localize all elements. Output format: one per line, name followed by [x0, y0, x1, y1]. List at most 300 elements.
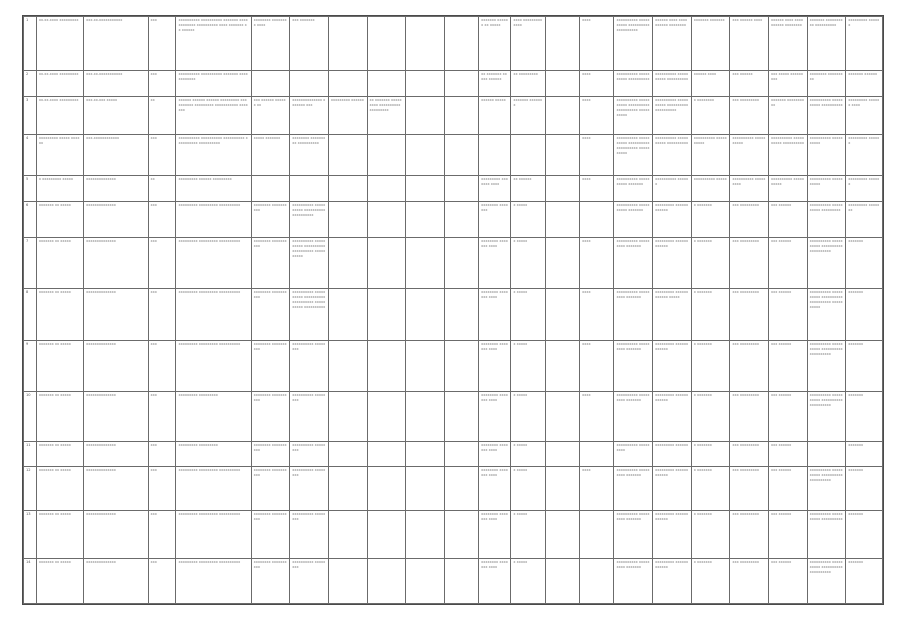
- table-cell: xxxxxxxx xxxxxxxxxx: [251, 511, 290, 559]
- table-cell: xxxxxxx xxxxxxxxxx: [769, 96, 808, 134]
- table-cell: x xxxxx: [511, 341, 545, 392]
- table-cell: xxxxxxxx xxxxxxx xxxx: [479, 511, 511, 559]
- table-cell: xxxxxxxxxx xxxxxxxxx: [730, 175, 769, 201]
- table-cell: xxxxxxx xxxxxxxxxx xxxxxxxxxx: [807, 17, 846, 71]
- table-cell: xxxxxxxxx xxxxxx: [653, 442, 692, 466]
- table-cell: xxxxxxxxxx xxxxxxxxxx xxxxxxx: [614, 201, 653, 237]
- table-cell: xxxx: [580, 466, 614, 510]
- table-cell: xxxxxxxxxxxxxx: [84, 288, 148, 341]
- table-cell: xxxxxxx xx xxxxx: [36, 559, 83, 604]
- table-cell: xxx xxxxxx: [769, 201, 808, 237]
- row-number-cell: 10: [24, 391, 37, 442]
- table-cell: xxx xxxxxxxxx: [730, 442, 769, 466]
- row-number-cell: 7: [24, 238, 37, 289]
- table-cell: xxxxxxxxxx xxxxxxxxxx xxxxxxxxxx: [653, 135, 692, 175]
- table-cell: xxxxxxxxx xxxxxx xxxxxx: [653, 559, 692, 604]
- table-cell: x xxxxxxxx: [691, 96, 730, 134]
- table-cell: xx.xx.xxxx xxxxxxxxx: [36, 17, 83, 71]
- table-cell: xxxxxxxxxx xxxxxxxxxx xxxxxxxxxx xxxxxxxxxx: [807, 341, 846, 392]
- table-cell: [328, 201, 367, 237]
- row-number-cell: 11: [24, 442, 37, 466]
- table-cell: xxx: [148, 442, 176, 466]
- table-cell: xxxxxxxxx xxxxxx xxxx: [846, 96, 883, 134]
- table-cell: [444, 391, 478, 442]
- table-cell: x xxxxx: [511, 288, 545, 341]
- table-cell: xxxxxx xxxxxx xxxxxx xxxxxxxxx xxxxxxxxxx xxxxxxxxx xxxxxxxxxxx xxxxxxx: [176, 96, 251, 134]
- table-cell: xxx xxxxxxxxx: [730, 391, 769, 442]
- table-cell: xxxxxxx xx xxxxx: [36, 341, 83, 392]
- table-cell: xxxxxxx xx xxxxx: [36, 238, 83, 289]
- table-cell: xxxxxxxxx xxxxxx: [846, 17, 883, 71]
- table-cell: xxx xxxxxxxxx: [730, 96, 769, 134]
- table-cell: xxxxxxxx xxxxxxxxxx: [251, 238, 290, 289]
- table-cell: xxxx: [580, 135, 614, 175]
- table-cell: xxxxxxxxxxxxxx: [84, 559, 148, 604]
- table-cell: xxxxxxx xxxxxx xx xxxxx: [479, 17, 511, 71]
- table-cell: [367, 466, 406, 510]
- table-cell: xxx xxxxxx: [769, 288, 808, 341]
- table-cell: xxxxxxxxxx xxxxxxxxxx xxxxxxxxxx xxxxxxxxxx: [807, 391, 846, 442]
- table-cell: xxxxxxx xx xxxxx: [36, 288, 83, 341]
- table-cell: x xxxxx: [511, 238, 545, 289]
- table-cell: xxxxxxxxxxxxxx: [84, 341, 148, 392]
- table-cell: xxx: [148, 17, 176, 71]
- table-cell: [444, 341, 478, 392]
- table-cell: [545, 135, 579, 175]
- table-cell: [367, 391, 406, 442]
- table-cell: xxxxxxxxxx xxxxxxxxxx xxxxxxx: [614, 175, 653, 201]
- table-cell: xxxxxxxxxx xxxxxxxxxx xxxxxxxxxx xxxxxxxxxx: [653, 96, 692, 134]
- table-cell: xxxxxxxxx xxxxxxxxx xxxxxxxxxx: [176, 201, 251, 237]
- table-cell: xx.xx.xxxx xxxxxxxxx: [36, 70, 83, 96]
- table-cell: xxxxxxxx xxxxxxxxxx: [251, 288, 290, 341]
- table-cell: xxx: [148, 70, 176, 96]
- table-row: [24, 96, 883, 134]
- table-cell: xxxxxxxxx xxxxxxxxx xxxxxxxxxx: [176, 511, 251, 559]
- table-cell: xxxxxxxxx xxxxxx xxxxxxxxx: [176, 175, 251, 201]
- table-cell: [328, 442, 367, 466]
- table-cell: [444, 17, 478, 71]
- row-number-cell: 2: [24, 70, 37, 96]
- table-cell: xxxx: [580, 391, 614, 442]
- table-cell: [444, 288, 478, 341]
- table-cell: xxxxxxxxxx xxxxxxxxx xxxxxxx: [614, 391, 653, 442]
- table-cell: xxx: [148, 391, 176, 442]
- table-row: [24, 511, 883, 559]
- table-row: [24, 559, 883, 604]
- table-cell: [444, 559, 478, 604]
- table-cell: xxx.xx.xxx xxxxx: [84, 96, 148, 134]
- table-cell: xxxxxxx: [846, 238, 883, 289]
- table-cell: xxxxxxx: [846, 391, 883, 442]
- table-cell: xxxxxxx: [846, 341, 883, 392]
- table-cell: xxxxxxxxxx xxxxxxxxxx: [807, 135, 846, 175]
- table-cell: xxx xxxxxxxxx: [730, 341, 769, 392]
- table-cell: xxxxxxxxxx xxxxxxxx: [290, 391, 329, 442]
- table-cell: xxxx: [580, 70, 614, 96]
- table-cell: xxxxxxxxx xxxxxx xxxxxx: [653, 238, 692, 289]
- table-cell: [406, 175, 445, 201]
- table-cell: xxxxxxx: [846, 559, 883, 604]
- table-cell: xxxx: [580, 288, 614, 341]
- table-cell: [367, 175, 406, 201]
- table-cell: [367, 511, 406, 559]
- table-cell: xxxxxxxxx xxxxxxx: [846, 201, 883, 237]
- table-cell: xxx xxxxxxxxx: [730, 288, 769, 341]
- row-number-cell: 14: [24, 559, 37, 604]
- table-cell: xxxxxxxx xxxxxxxxxx: [251, 201, 290, 237]
- table-cell: xxxxxxx xx xxxxx: [36, 442, 83, 466]
- table-cell: [479, 135, 511, 175]
- table-cell: [444, 96, 478, 134]
- table-cell: [251, 70, 290, 96]
- table-cell: [367, 341, 406, 392]
- table-cell: [328, 341, 367, 392]
- table-cell: [545, 559, 579, 604]
- table-cell: [545, 442, 579, 466]
- table-cell: xxxxxxxxxxxxxx: [84, 442, 148, 466]
- table-cell: xxxxxxxx xxxxxxxxxx: [251, 559, 290, 604]
- table-cell: [406, 442, 445, 466]
- table-cell: xxxxxxxxxx xxxxxxxx: [290, 341, 329, 392]
- table-cell: [444, 442, 478, 466]
- table-cell: xxxxxxxxx xxxxx xxxxxx: [36, 135, 83, 175]
- table-cell: xxxxxxxxx xxxxxx xxxxxx xxxxx: [653, 288, 692, 341]
- table-cell: xxxxxxx xxxxxxx: [511, 96, 545, 134]
- table-cell: xxx: [148, 559, 176, 604]
- table-cell: [367, 17, 406, 71]
- table-cell: [545, 96, 579, 134]
- table-cell: xxxxxxxxxx xxxxxxxx: [290, 442, 329, 466]
- table-cell: xxxx: [580, 17, 614, 71]
- table-cell: xxxxxxx xx xxxxx: [36, 511, 83, 559]
- data-grid: [23, 16, 883, 604]
- table-row: [24, 288, 883, 341]
- table-cell: xxxxxxxxxxxxxx: [84, 201, 148, 237]
- table-cell: xxxxxxxx xxxxxxxxx xxxxxxxxxx: [290, 135, 329, 175]
- table-cell: xxxxxxxxxx xxxxxxxxxx: [807, 175, 846, 201]
- table-cell: xxx xxxxxxxxx: [730, 201, 769, 237]
- table-cell: xxxxxxx xx xxxxx: [36, 466, 83, 510]
- table-cell: [444, 201, 478, 237]
- table-cell: x xxxxx: [511, 511, 545, 559]
- table-cell: xxxxxxxxxx xxxxxxxxxx: [730, 135, 769, 175]
- table-cell: x xxxxx: [511, 201, 545, 237]
- table-cell: [328, 70, 367, 96]
- table-cell: xxxxxxxx xxxxxxxxxx: [251, 341, 290, 392]
- table-row: [24, 70, 883, 96]
- table-cell: xxxxxxxxxx xxxxxxxxxx xxxxxxx xxxx xxxxxxxx: [176, 70, 251, 96]
- table-cell: [444, 70, 478, 96]
- table-cell: x xxxxxxxxx xxxxx: [36, 175, 83, 201]
- table-cell: x xxxxxxx: [691, 201, 730, 237]
- table-row: [24, 238, 883, 289]
- table-cell: xxxxxxxxxx xxxxxxxxxx xxxxxxxxxx: [653, 70, 692, 96]
- table-cell: xxxxxxxxxxxxxx: [84, 238, 148, 289]
- table-cell: xxxxxxxx xxxxxxxxx: [807, 70, 846, 96]
- table-cell: [367, 288, 406, 341]
- table-cell: xxxxxxxx xxxxxxx xxxx: [479, 288, 511, 341]
- table-cell: xxxxxxx xx xxxxx: [36, 201, 83, 237]
- table-cell: xxx xxxxxxx: [290, 17, 329, 71]
- table-cell: xxxxxxxxx xxxxxxxxx xxxxxxxxxx: [176, 288, 251, 341]
- table-cell: xxxxxx xxxx: [691, 70, 730, 96]
- table-cell: x xxxxxxx: [691, 391, 730, 442]
- table-cell: [406, 288, 445, 341]
- table-cell: x xxxxx: [511, 559, 545, 604]
- table-cell: [545, 341, 579, 392]
- table-cell: xxxx: [580, 341, 614, 392]
- table-cell: xxxxxxxxx xxxxxxx xxxx: [479, 175, 511, 201]
- table-cell: [545, 391, 579, 442]
- table-cell: [290, 70, 329, 96]
- table-cell: xxxxxxxx xxxxxxx xxxx: [479, 341, 511, 392]
- table-cell: xxxxxxxx xxxxxxx xxxx: [479, 391, 511, 442]
- table-cell: x xxxxx: [511, 391, 545, 442]
- table-cell: xxx: [148, 466, 176, 510]
- row-number-cell: 8: [24, 288, 37, 341]
- table-cell: xxxxxxxxxx xxxxxxxxx xxxxxxx: [614, 288, 653, 341]
- table-cell: [807, 442, 846, 466]
- table-cell: [406, 70, 445, 96]
- table-cell: [545, 511, 579, 559]
- table-cell: x xxxxxxx: [691, 466, 730, 510]
- table-cell: [545, 201, 579, 237]
- table-cell: [251, 175, 290, 201]
- table-cell: [328, 511, 367, 559]
- table-cell: xx xxxxxx: [511, 175, 545, 201]
- table-cell: xxxxxxxxxxxxxx: [84, 175, 148, 201]
- table-cell: [367, 201, 406, 237]
- table-cell: xxxxxxxxx xxxxxxxxx: [176, 442, 251, 466]
- table-cell: [406, 391, 445, 442]
- table-row: [24, 391, 883, 442]
- table-cell: [328, 17, 367, 71]
- table-cell: xxxxxxxxxx xxxxx: [691, 175, 730, 201]
- table-row: [24, 175, 883, 201]
- table-cell: xxx xxxxxx: [769, 559, 808, 604]
- table-cell: xxxxxxxxxx xxxxxxxxxx xxxxxxxxxx: [614, 70, 653, 96]
- table-cell: xxxxxxxx xxxxxxx xxxx: [479, 466, 511, 510]
- table-cell: xxxxxxxxxx xxxxxxxxxx xxxxxxxxxx: [807, 511, 846, 559]
- table-cell: [444, 466, 478, 510]
- table-cell: xxxxxxxx xxxxxxxxxx: [251, 466, 290, 510]
- table-cell: xxx xxxxxx: [769, 238, 808, 289]
- table-cell: xxx xxxxxx: [730, 70, 769, 96]
- table-cell: xxxxxxxxxxxxxx: [84, 511, 148, 559]
- table-row: [24, 135, 883, 175]
- table-cell: xxx: [148, 511, 176, 559]
- table-cell: [406, 135, 445, 175]
- table-cell: xxxxxxxxxx xxxxxxxxxx xxxxxxxxxx xxxxxxxxxx: [807, 466, 846, 510]
- table-cell: x xxxxxxx: [691, 511, 730, 559]
- table-cell: [367, 70, 406, 96]
- table-cell: xxxxxxx: [846, 288, 883, 341]
- table-cell: xxxxxxx: [846, 466, 883, 510]
- table-cell: xxx.xx.xxxxxxxxxxx: [84, 17, 148, 71]
- table-cell: xxxxxxxxxx xxxxxx: [653, 175, 692, 201]
- table-cell: xxxxxxxxxx xxxxxxxxx: [614, 442, 653, 466]
- table-cell: x xxxxxxx: [691, 559, 730, 604]
- row-number-cell: 5: [24, 175, 37, 201]
- table-cell: xxxxxxxxx xxxxxx xxxxxx: [653, 341, 692, 392]
- table-cell: [545, 466, 579, 510]
- table-cell: x xxxxx: [511, 466, 545, 510]
- table-cell: xxxxxxx: [846, 511, 883, 559]
- register-table: [22, 15, 884, 605]
- table-cell: xxxxxxxxxx xxxxxxxxxx xxxxxxxxxx: [769, 135, 808, 175]
- table-cell: [406, 341, 445, 392]
- table-cell: xxxxxxxxxx xxxxxxxxxx xxxxxxxxxx xxxxxxxxxx: [614, 17, 653, 71]
- table-cell: xxxxxxxxxx xxxxxxxxxx xxxxxxxxx: [807, 201, 846, 237]
- table-cell: xxxxxxxxxx xxxxxxxxxx xxxxxxxxxx xxxxxxxxxx: [807, 238, 846, 289]
- table-cell: xxxxxxx xx xxxxx: [36, 391, 83, 442]
- table-cell: [545, 288, 579, 341]
- table-cell: xxxxxxx xxxxxxx: [691, 17, 730, 71]
- table-cell: xxxxxxx: [846, 442, 883, 466]
- table-cell: xxxxxxxx xxxxxxx xxxx: [479, 238, 511, 289]
- table-cell: xxxxxxxxx xxxxxx: [846, 175, 883, 201]
- table-cell: [580, 201, 614, 237]
- table-cell: xxxxxxxxx xxxxxx xxxxxx: [653, 391, 692, 442]
- table-cell: [328, 559, 367, 604]
- row-number-cell: 4: [24, 135, 37, 175]
- table-cell: [444, 175, 478, 201]
- table-cell: xxxx xxxxxxxxx xxxx: [511, 17, 545, 71]
- table-cell: xxxxxxxxx xxxxxx: [846, 135, 883, 175]
- table-cell: xxxxxxxxxx xxxxxxxxxx xxxxxxxxxx xxxxxxxxxx: [807, 559, 846, 604]
- table-cell: xxx: [148, 201, 176, 237]
- table-cell: xxxxxx xxxx xxxxxxxxxx xxxxxxxx: [653, 17, 692, 71]
- table-cell: xxxxxxxx xxxxxxxxxx: [251, 391, 290, 442]
- table-cell: xxx xxxxx xxxxxxxxx: [769, 70, 808, 96]
- table-cell: xx xxxxxxx xxxxxxxxx xxxxxxxxxx xxxxxxxxx: [367, 96, 406, 134]
- row-number-cell: 13: [24, 511, 37, 559]
- table-cell: xxxxxxxxxx xxxxxxxxx xxxxxxx: [614, 559, 653, 604]
- table-cell: xxxxxxxx xxxxxxx xxxx: [479, 559, 511, 604]
- table-cell: [444, 238, 478, 289]
- table-cell: xxxxxxxxxx xxxxxxxxxx xxxxxxxxxx xxxxxxxxxx xxxxxxxxxx: [176, 135, 251, 175]
- table-cell: xxxxxxxxxx xxxxxxxx: [290, 511, 329, 559]
- table-cell: x xxxxxxx: [691, 442, 730, 466]
- table-cell: [367, 135, 406, 175]
- table-cell: xxx xxxxxx: [769, 341, 808, 392]
- row-number-cell: 3: [24, 96, 37, 134]
- table-cell: xxxxxxxxxx xxxxxxxxxx xxxxxxxxxx xxxxxxxxxx xxxxxxxxxx: [807, 288, 846, 341]
- table-cell: xxxxxxxxxx xxxxxxxxx xxxxxxx: [614, 466, 653, 510]
- table-cell: [328, 238, 367, 289]
- table-cell: xxxx: [580, 175, 614, 201]
- table-cell: xxxxxxxxx xxxxxxxxx xxxxxxxxxx: [176, 238, 251, 289]
- table-cell: xxxxxxxxxx xxxxxxxxxx xxxxxxxxxx xxxxxxxxxx xxxxxxxxxx: [614, 135, 653, 175]
- table-cell: [406, 238, 445, 289]
- table-cell: xxxxxxxxx xxxxxxxxx: [176, 391, 251, 442]
- table-cell: [367, 442, 406, 466]
- table-cell: xxx xxxxxx: [769, 466, 808, 510]
- table-cell: xxx xxxxxxxxx: [730, 511, 769, 559]
- table-cell: xxxx: [580, 238, 614, 289]
- table-cell: xxx: [148, 135, 176, 175]
- table-cell: [406, 511, 445, 559]
- row-number-cell: 6: [24, 201, 37, 237]
- table-cell: [328, 391, 367, 442]
- table-cell: xxxxxxxx xxxxxxxx xxxx: [251, 17, 290, 71]
- table-cell: xxxxxxxxxxxxxx xxxxxxx xxx: [290, 96, 329, 134]
- table-cell: x xxxxx: [511, 442, 545, 466]
- table-cell: xxxxxxxxxx xxxxxxxxx xxxxxxx: [614, 511, 653, 559]
- table-cell: xxxxxxxxxxxxxx: [84, 466, 148, 510]
- table-cell: xxxxxxxxxx xxxxxxxxxx xxxxxxxxxx xxxxxxxxxx xxxxxxxxxx: [614, 96, 653, 134]
- table-row: [24, 442, 883, 466]
- table-cell: [406, 466, 445, 510]
- table-cell: xx.xx.xxxx xxxxxxxxx: [36, 96, 83, 134]
- table-cell: xx xxxxxxx xxxxx xxxxxx: [479, 70, 511, 96]
- table-cell: [328, 175, 367, 201]
- table-cell: [545, 238, 579, 289]
- table-cell: xxxxxxx xxxxxx: [846, 70, 883, 96]
- table-cell: xxx xxxxxxxxx: [730, 466, 769, 510]
- table-row: [24, 466, 883, 510]
- table-cell: xxxxxxxxxx xxxxxxxx: [290, 466, 329, 510]
- table-cell: xxx.xxxxxxxxxxxx: [84, 135, 148, 175]
- table-cell: [511, 135, 545, 175]
- table-cell: [580, 442, 614, 466]
- table-cell: xxxxxxxxx xxxxxxxxx xxxxxxxxxx: [176, 466, 251, 510]
- table-cell: xxx: [148, 341, 176, 392]
- table-cell: [406, 17, 445, 71]
- table-cell: xxx xxxxxx xxxxxx xx: [251, 96, 290, 134]
- table-cell: xxxxxxxx xxxxxxx xxxx: [479, 442, 511, 466]
- table-cell: xx xxxxxxxxx: [511, 70, 545, 96]
- table-cell: [580, 511, 614, 559]
- table-cell: xxx xxxxxx: [769, 511, 808, 559]
- table-cell: xxxxxxxxx xxxxxx: [328, 96, 367, 134]
- table-cell: xxxxxxxxxx xxxxxxxxxx xxxxxxxxxx xxxxxxxxxx: [290, 201, 329, 237]
- table-cell: xxxxxx xxxxx: [479, 96, 511, 134]
- table-cell: xxx xxxxxx xxxx: [730, 17, 769, 71]
- table-cell: xxxxxxxxxx xxxxxxxxx xxxxxxx: [614, 238, 653, 289]
- table-cell: [406, 96, 445, 134]
- row-number-cell: 9: [24, 341, 37, 392]
- table-cell: xx: [148, 96, 176, 134]
- table-cell: xxx.xx.xxxxxxxxxxx: [84, 70, 148, 96]
- table-row: [24, 17, 883, 71]
- table-cell: xxxxxxxxxx xxxxxxxxxx xxxxxxxxxx xxxxxxxxxx xxxxxxxxxx xxxxxxxxxx: [290, 288, 329, 341]
- table-cell: [367, 559, 406, 604]
- table-cell: xxxxxxxxxx xxxxxxxxx xxxxxxx: [614, 341, 653, 392]
- table-cell: xxxxxxxxx xxxxxxxxx xxxxxxxxxx: [176, 341, 251, 392]
- table-cell: [328, 466, 367, 510]
- table-cell: [444, 135, 478, 175]
- table-cell: xxxxxx xxxx xxxxxxxxxx xxxxxxxx: [769, 17, 808, 71]
- table-cell: [290, 175, 329, 201]
- table-cell: x xxxxxxx: [691, 238, 730, 289]
- table-cell: [406, 201, 445, 237]
- table-cell: [328, 135, 367, 175]
- table-cell: xxxxxxxxxx xxxxxxxx: [290, 559, 329, 604]
- table-cell: [328, 288, 367, 341]
- table-cell: xxx xxxxxx: [769, 442, 808, 466]
- table-row: [24, 341, 883, 392]
- table-cell: [367, 238, 406, 289]
- table-cell: x xxxxxxx: [691, 288, 730, 341]
- row-number-cell: 12: [24, 466, 37, 510]
- table-cell: xxxx: [580, 96, 614, 134]
- table-cell: xxxxxxxxxx xxxxxxxxxx xxxxxxx xxxx xxxxxxxx xxxxxxxxxx xxxx xxxxxxx xx xxxxxx: [176, 17, 251, 71]
- table-cell: xxxxxxxxxx xxxxxxxxxx xxxxxxxxxx xxxxxxxxxx xxxxxxxxxx: [290, 238, 329, 289]
- table-cell: xxx: [148, 288, 176, 341]
- table-cell: xxxxx xxxxxxx: [251, 135, 290, 175]
